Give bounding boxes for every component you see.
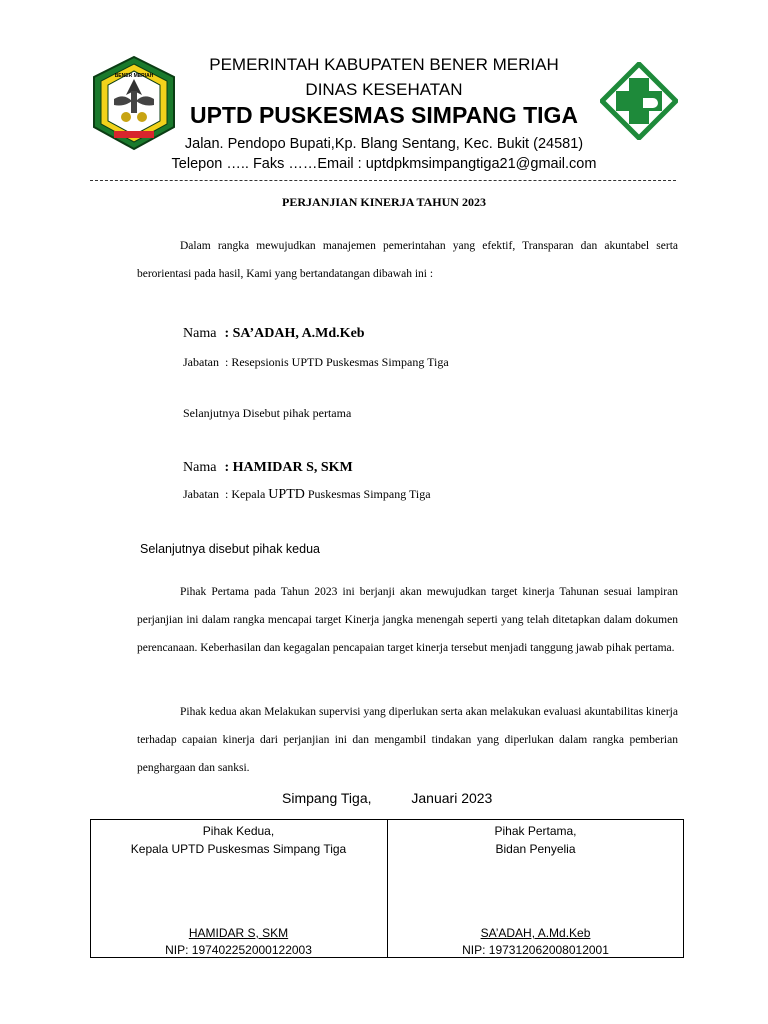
party2-name-label: Nama (183, 460, 217, 475)
letterhead-institution: UPTD PUSKESMAS SIMPANG TIGA (189, 102, 579, 128)
body-paragraph-1-text: Pihak Pertama pada Tahun 2023 ini berjanji akan mewujudkan target kinerja Tahunan sesuai lampiran perjanjian ini dalam rangka mencapai target Kinerja jangka menengah seperti yang telah ditetapkan dalam dokumen perencanaan. Keberhasilan dan kegagalan pencapaian target kinerja tersebut menjadi tanggung jawab pihak pertama. (137, 586, 678, 654)
party1-name-row (183, 324, 365, 342)
signature-left-role1: Pihak Kedua, (202, 824, 275, 838)
signature-left-role (90, 822, 387, 858)
document-title: PERJANJIAN KINERJA TAHUN 2023 (282, 195, 486, 209)
date: Januari 2023 (411, 790, 493, 806)
signature-left-nip: NIP: 197402252000122003 (165, 943, 312, 957)
body-paragraph-2-text: Pihak kedua akan Melakukan supervisi yang diperlukan serta akan melakukan evaluasi akuntabilitas kinerja terhadap capaian kinerja dari perjanjian ini dan mengambil tindakan yang diperlukan dalam rangka pemberian penghargaan dan sanksi. (137, 706, 678, 774)
signature-right-name: SA’ADAH, A.Md.Keb (480, 926, 591, 940)
place: Simpang Tiga, (282, 790, 372, 806)
signature-right-role (387, 822, 684, 858)
party1-jabatan-label: Jabatan (183, 355, 219, 369)
signature-left-name-block (90, 925, 387, 959)
party2-jabatan-uptd: UPTD (268, 487, 305, 502)
emblem-text: BENER MERIAH (114, 73, 154, 79)
party1-note: Selanjutnya Disebut pihak pertama (183, 406, 352, 420)
letterhead-contact: Telepon ….. Faks ……Email : uptdpkmsimpangtiga21@gmail.com (171, 156, 597, 172)
party1-jabatan-row (183, 355, 449, 370)
party2-jabatan-label: Jabatan (183, 487, 219, 501)
signature-right-role2: Bidan Penyelia (495, 842, 576, 856)
party2-jabatan-row (183, 487, 431, 503)
party2-jabatan-pre: : Kepala (224, 487, 269, 501)
party1-name: : SA’ADAH, A.Md.Keb (224, 326, 365, 341)
party1-name-label: Nama (183, 326, 217, 341)
party2-jabatan-post: Puskesmas Simpang Tiga (304, 487, 431, 501)
place-date (282, 790, 492, 806)
signature-right-name-block (387, 925, 684, 959)
letterhead-government: PEMERINTAH KABUPATEN BENER MERIAH (209, 55, 559, 74)
letterhead-address: Jalan. Pendopo Bupati,Kp. Blang Sentang, Kec. Bukit (24581) (184, 136, 584, 152)
party2-name: : HAMIDAR S, SKM (224, 460, 353, 475)
party1-jabatan: : Resepsionis UPTD Puskesmas Simpang Tiga (224, 355, 449, 369)
signature-left-name: HAMIDAR S, SKM (188, 926, 289, 940)
body-paragraph-2 (137, 698, 678, 782)
body-paragraph-1 (137, 578, 678, 662)
letterhead-separator (90, 180, 676, 181)
signature-right-nip: NIP: 197312062008012001 (462, 943, 609, 957)
signature-left-role2: Kepala UPTD Puskesmas Simpang Tiga (130, 842, 347, 856)
intro-text: Dalam rangka mewujudkan manajemen pemerintahan yang efektif, Transparan dan akuntabel serta berorientasi pada hasil, Kami yang bertandatangan dibawah ini : (137, 240, 678, 280)
party2-name-row (183, 458, 353, 476)
intro-paragraph (137, 232, 678, 288)
signature-right-role1: Pihak Pertama, (494, 824, 577, 838)
party2-note: Selanjutnya disebut pihak kedua (140, 542, 320, 556)
letterhead-department: DINAS KESEHATAN (305, 80, 463, 99)
